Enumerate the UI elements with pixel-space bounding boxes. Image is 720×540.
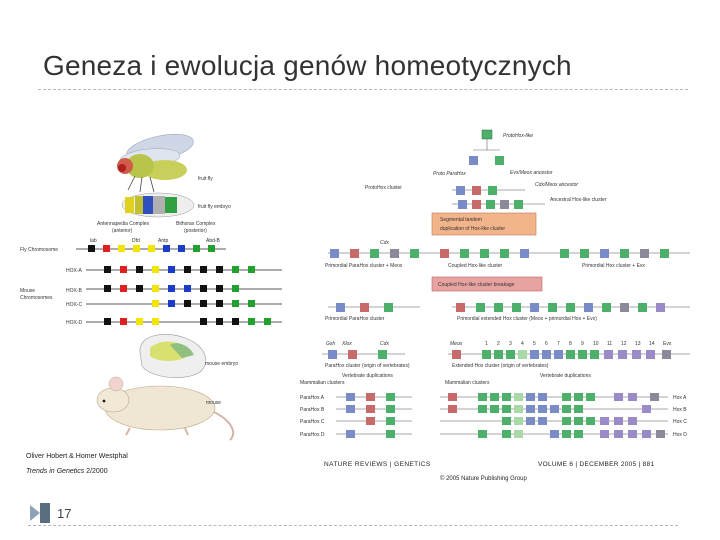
svg-text:3: 3 [509,341,512,347]
hox-c-label: Hox C [673,419,687,425]
mouse-label: mouse [206,400,222,406]
svg-text:14: 14 [649,341,655,347]
svg-text:13: 13 [635,341,641,347]
antennapedia-label: Antennapedia Complex [97,221,149,227]
hoxc-label: HOX-C [66,302,83,308]
evx-meox-label: Evx/Meox ancestor [510,170,553,176]
mouse-chromosomes-label-2: Chromosomes [20,295,53,301]
parahox-a-label: ParaHox A [300,395,324,401]
fly-embryo-label: fruit fly embryo [198,204,231,210]
cdx-label: Cdx [380,341,389,347]
meox-label: Meox [450,341,463,347]
extended-origin-label: Extended Hox cluster (origin of vertebrates) [452,363,549,369]
page-number: 17 [57,506,72,521]
primordial-extended-label: Primordial extended Hox cluster (Meox + primordial Hox + Evx) [457,316,597,322]
svg-text:7: 7 [557,341,560,347]
ancestral-hox-like-label: Ancestral Hox-like cluster [550,197,607,203]
primordial-hox-evx-label: Primordial Hox cluster + Evx [582,263,645,269]
parahox-d-label: ParaHox D [300,432,325,438]
fruit-fly-illustration [117,129,196,192]
hoxb-label: HOX-B [66,288,82,294]
fly-embryo-illustration [122,193,194,217]
gene-abdb: Abd-B [206,238,220,244]
hox-paralog-boxes [448,393,665,438]
journal-volume: VOLUME 6 | DECEMBER 2005 | 881 [538,461,655,468]
fruit-fly-label: fruit fly [198,176,213,182]
credit-journal [26,468,108,475]
slide-title: Geneza i ewolucja genów homeotycznych [43,50,572,81]
hoxd-gene-row [104,318,271,325]
mouse-illustration [97,377,233,440]
svg-text:2: 2 [497,341,500,347]
gene-dfd: Dfd [132,238,140,244]
primordial-parahox-cluster-label: Primordial ParaHox cluster [325,316,385,322]
svg-text:4: 4 [521,341,524,347]
proto-hox-like-label: ProtoHox-like [503,133,534,139]
hoxc-gene-row [152,300,255,307]
segmental-dup-label-1: Segmental tandem [440,217,482,223]
credit-date: 2/2000 [84,468,108,475]
parahox-origin-label: ParaHox cluster (origin of vertebrates) [325,363,410,369]
mouse-chromosomes-label: Mouse [20,288,36,294]
proto-hox-cluster-label: ProtoHox cluster [365,185,402,191]
primordial-parahox-meox-label: Primordial ParaHox cluster + Meox [325,263,403,269]
gene-antp: Antp [158,238,169,244]
svg-text:9: 9 [581,341,584,347]
page-arrow-icon [30,505,40,521]
mouse-embryo-illustration [140,334,206,377]
xlox-label: Xlox [342,341,352,347]
hoxb-gene-row [104,285,239,292]
parahox-paralog-boxes [346,393,395,438]
coupled-breakage-label: Coupled Hox-like cluster breakage [438,282,515,288]
hoxa-label: HOX-A [66,268,82,274]
mammalian-clusters-right-label: Mammalian clusters [445,380,490,386]
gene-lab: lab [90,238,97,244]
svg-text:Evx: Evx [663,341,672,347]
vertebrate-dup-left-label: Vertebrate duplications [342,373,393,379]
cdx-top-label: Cdx [380,240,389,246]
hox-number-labels [485,341,672,347]
vertebrate-dup-right-label: Vertebrate duplications [540,373,591,379]
hoxd-label: HOX-D [66,320,83,326]
journal-name: NATURE REVIEWS | GENETICS [324,461,431,468]
parahox-c-label: ParaHox C [300,419,325,425]
mammalian-clusters-left-label: Mammalian clusters [300,380,345,386]
proto-parahox-label: Proto ParaHox [433,171,466,177]
svg-text:6: 6 [545,341,548,347]
extended-hox-boxes [456,303,665,312]
extended-origin-boxes [452,350,671,359]
bithorax-sub: (posterior) [184,228,207,234]
svg-text:11: 11 [607,341,613,347]
hox-a-label: Hox A [673,395,687,401]
hox-d-label: Hox D [673,432,687,438]
antennapedia-sub: (anterior) [112,228,133,234]
gsh-label: Gsh [326,341,336,347]
credit-authors: Oliver Hobert & Homer Westphal [26,453,128,460]
primordial-cluster-boxes [330,249,669,258]
hox-b-label: Hox B [673,407,687,413]
svg-text:1: 1 [485,341,488,347]
mouse-embryo-label: mouse embryo [205,361,239,367]
footer-divider [28,525,678,526]
svg-text:12: 12 [621,341,627,347]
segmental-dup-label-2: duplication of Hox-like cluster [440,226,506,232]
svg-text:10: 10 [593,341,599,347]
hoxa-gene-row [104,266,255,273]
cdx-meox-label: Cdx/Meox ancestor [535,182,579,188]
bithorax-label: Bithorax Complex [176,221,216,227]
parahox-b-label: ParaHox B [300,407,325,413]
svg-text:8: 8 [569,341,572,347]
svg-text:5: 5 [533,341,536,347]
fly-chromosome-label: Fly Chromosome [20,247,59,253]
hox-evolution-diagram [300,130,690,438]
credit-journal-name: Trends in Genetics [26,468,85,475]
page-bar [40,503,50,523]
fly-gene-row [88,245,215,252]
copyright: © 2005 Nature Publishing Group [440,476,527,482]
coupled-hox-like-label: Coupled Hox-like cluster [448,263,503,269]
